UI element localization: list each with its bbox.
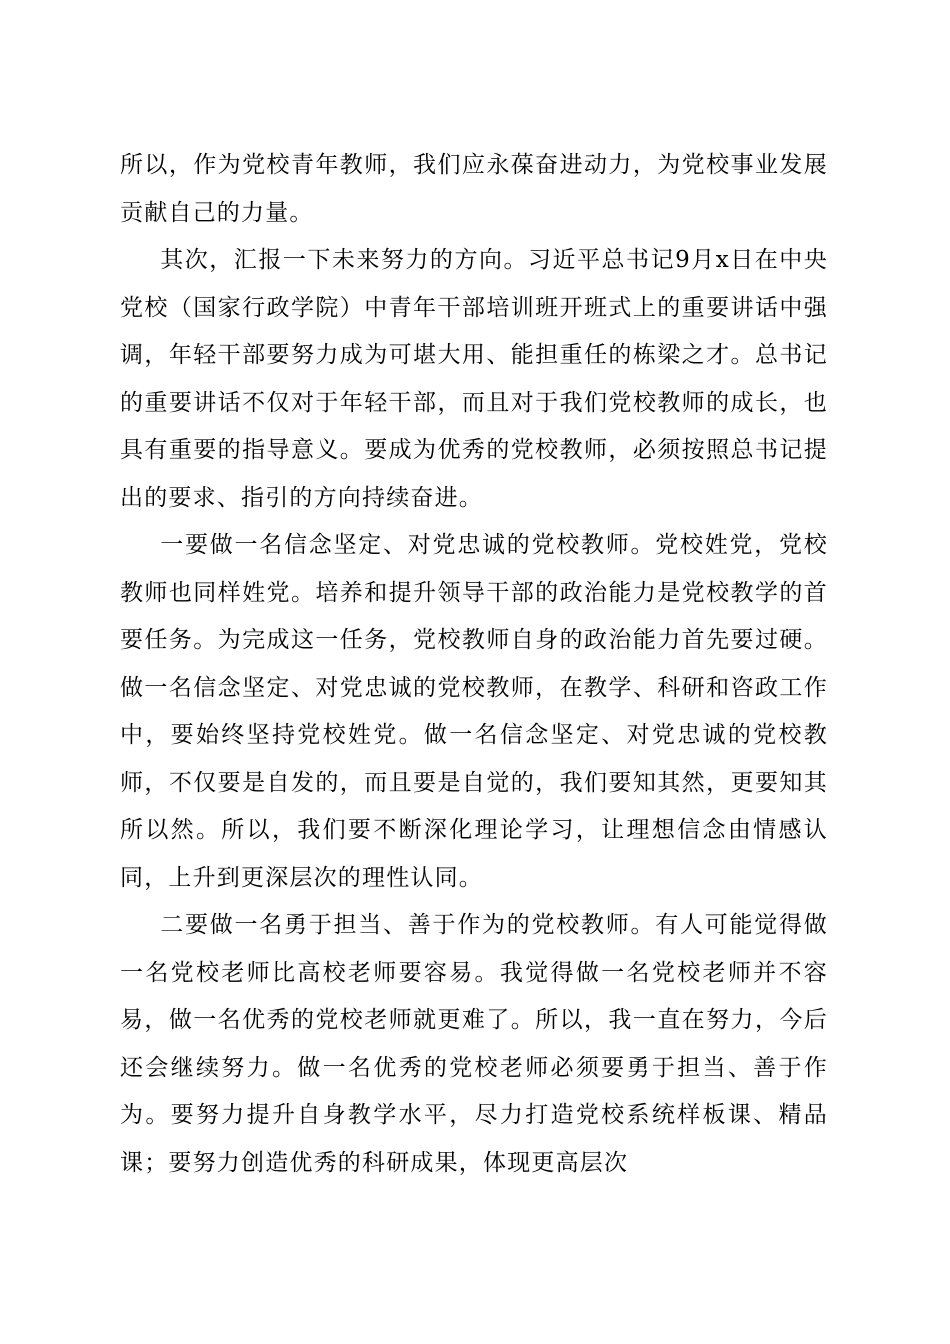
paragraph-point-one: 一要做一名信念坚定、对党忠诚的党校教师。党校姓党，党校教师也同样姓党。培养和提升领导干部的政治能力是党校教学的首要任务。为完成这一任务，党校教师自身的政治能力首先要过硬。做一名信念坚定、对党忠诚的党校教师，在教学、科研和咨政工作中，要始终坚持党校姓党。做一名信念坚定、对党忠诚的党校教师，不仅要是自发的，而且要是自觉的，我们要知其然，更要知其所以然。所以，我们要不断深化理论学习，让理想信念由情感认同，上升到更深层次的理性认同。: [120, 532, 828, 891]
paragraph-future-direction: 其次，汇报一下未来努力的方向。习近平总书记9月x日在中央党校（国家行政学院）中青年干部培训班开班式上的重要讲话中强调，年轻干部要努力成为可堪大用、能担重任的栋梁之才。总书记的重要讲话不仅对于年轻干部，而且对于我们党校教师的成长，也具有重要的指导意义。要成为优秀的党校教师，必须按照总书记提出的要求、指引的方向持续奋进。: [120, 247, 828, 511]
paragraph-continued: 所以，作为党校青年教师，我们应永葆奋进动力，为党校事业发展贡献自己的力量。: [120, 152, 828, 226]
paragraph-point-two: 二要做一名勇于担当、善于作为的党校教师。有人可能觉得做一名党校老师比高校老师要容易。我觉得做一名党校老师并不容易，做一名优秀的党校老师就更难了。所以，我一直在努力，今后还会继续努力。做一名优秀的党校老师必须要勇于担当、善于作为。要努力提升自身教学水平，尽力打造党校系统样板课、精品课；要努力创造优秀的科研成果，体现更高层次: [120, 912, 828, 1176]
document-body: [120, 142, 828, 1187]
